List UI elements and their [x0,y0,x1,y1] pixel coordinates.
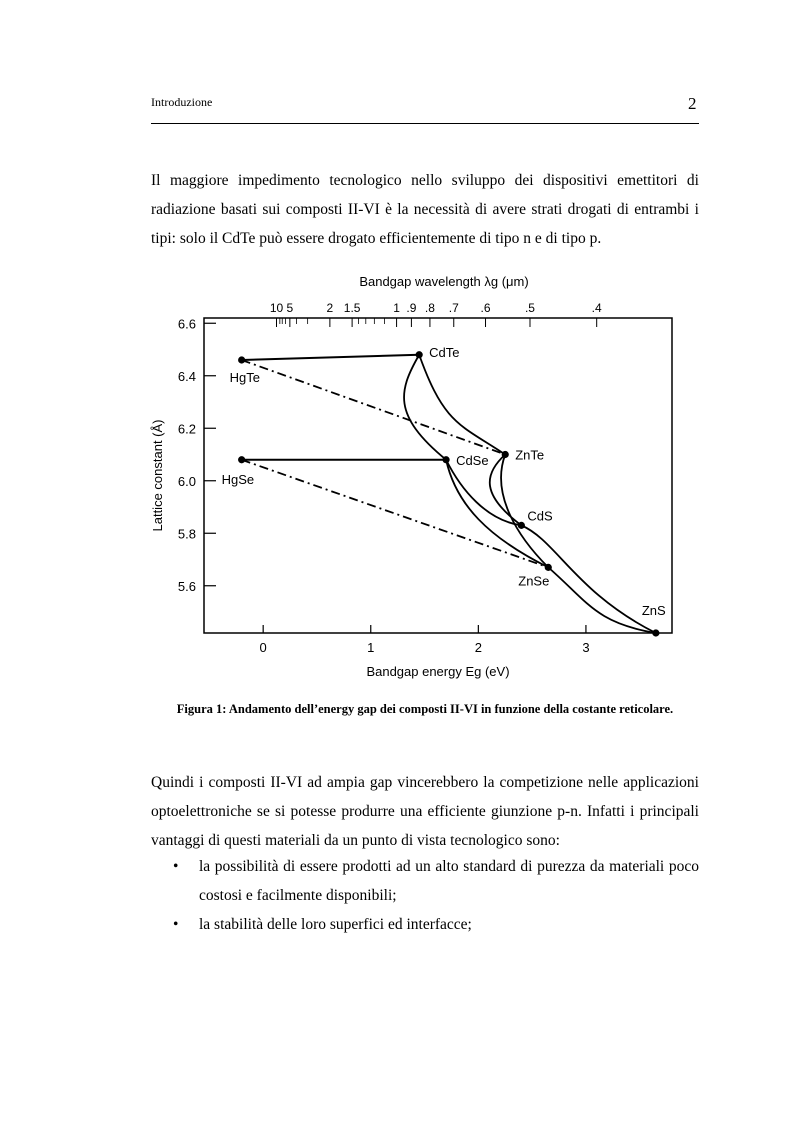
point-label-hgse: HgSe [221,471,255,487]
point-label-cdse: CdSe [456,452,489,468]
top-tick-label: 2 [326,301,334,315]
bullet-marker: • [173,916,179,933]
x-axis-label: Bandgap energy Eg (eV) [366,664,510,679]
top-tick-label: 1 [393,301,400,315]
top-tick-label: 1.5 [343,301,361,315]
curve-hgte-znte [242,360,506,455]
header-rule [151,123,699,124]
x-tick-label: 2 [474,640,482,655]
point-label-cds: CdS [527,508,553,524]
advantages-list [151,852,699,939]
x-tick-label: 3 [582,640,590,655]
y-axis-label: Lattice constant (Å) [150,419,165,532]
figure-bandgap-chart [140,265,700,685]
top-tick-label: .6 [480,301,491,315]
point-cdte [416,351,423,358]
point-znse [545,564,552,571]
y-tick-label: 5.8 [177,526,196,542]
y-tick-label: 6.4 [177,368,196,384]
paragraph-advantages: Quindi i composti II-VI ad ampia gap vincerebbero la competizione nelle applicazioni optoelettroniche se si potesse produrre una efficiente giunzione p-n. Infatti i principali vantaggi di questi materiali da un punto di vista tecnologico sono: [151,774,699,849]
y-tick-label: 5.6 [177,578,196,594]
page-number: 2 [688,94,697,113]
top-tick-label: 5 [286,301,294,315]
running-header-section: Introduzione [151,95,213,109]
point-label-znse: ZnSe [518,573,550,589]
paragraph-intro: Il maggiore impedimento tecnologico nello sviluppo dei dispositivi emettitori di radiazione basati sui composti II-VI è la necessità di avere strati drogati di entrambi i tipi: solo il CdTe può essere drogato efficientemente di tipo n e di tipo p. [151,172,699,247]
point-zns [652,629,659,636]
top-tick-label: .5 [524,301,535,315]
curve-hgte-cdte [242,355,420,360]
curve-znse-zns [548,567,656,633]
y-tick-label: 6.6 [177,316,196,332]
figure-caption: Figura 1: Andamento dell’energy gap dei composti II-VI in funzione della costante reticolare. [176,702,674,716]
list-item-text: la stabilità delle loro superfici ed interfacce; [199,916,472,933]
x-tick-label: 1 [367,640,375,655]
curve-hgse-znse [242,460,549,568]
plot-frame [204,318,672,633]
y-tick-label: 6.0 [177,473,196,489]
bandgap-lattice-chart [140,265,700,685]
point-znte [502,451,509,458]
point-label-hgte: HgTe [229,370,261,385]
top-tick-label: .8 [424,301,435,315]
list-item-text: la possibilità di essere prodotti ad un alto standard di purezza da materiali poco costosi e facilmente disponibili; [199,858,699,904]
point-cds [518,522,525,529]
top-tick-label: .9 [406,301,417,315]
list-item [151,852,699,910]
curve-znte-cds [490,455,522,526]
x-tick-label: 0 [259,640,267,655]
top-tick-label: 10 [269,301,284,315]
top-axis-label: Bandgap wavelength λg (μm) [359,274,529,289]
point-hgte [238,356,245,363]
point-label-cdte: CdTe [429,344,460,360]
bullet-marker: • [173,858,179,875]
top-tick-label: .7 [448,301,459,315]
point-label-znte: ZnTe [515,447,545,463]
point-hgse [238,456,245,463]
top-tick-label: .4 [591,301,602,315]
point-label-zns: ZnS [641,603,666,618]
point-cdse [442,456,449,463]
list-item [151,910,699,939]
y-tick-label: 6.2 [177,421,196,437]
